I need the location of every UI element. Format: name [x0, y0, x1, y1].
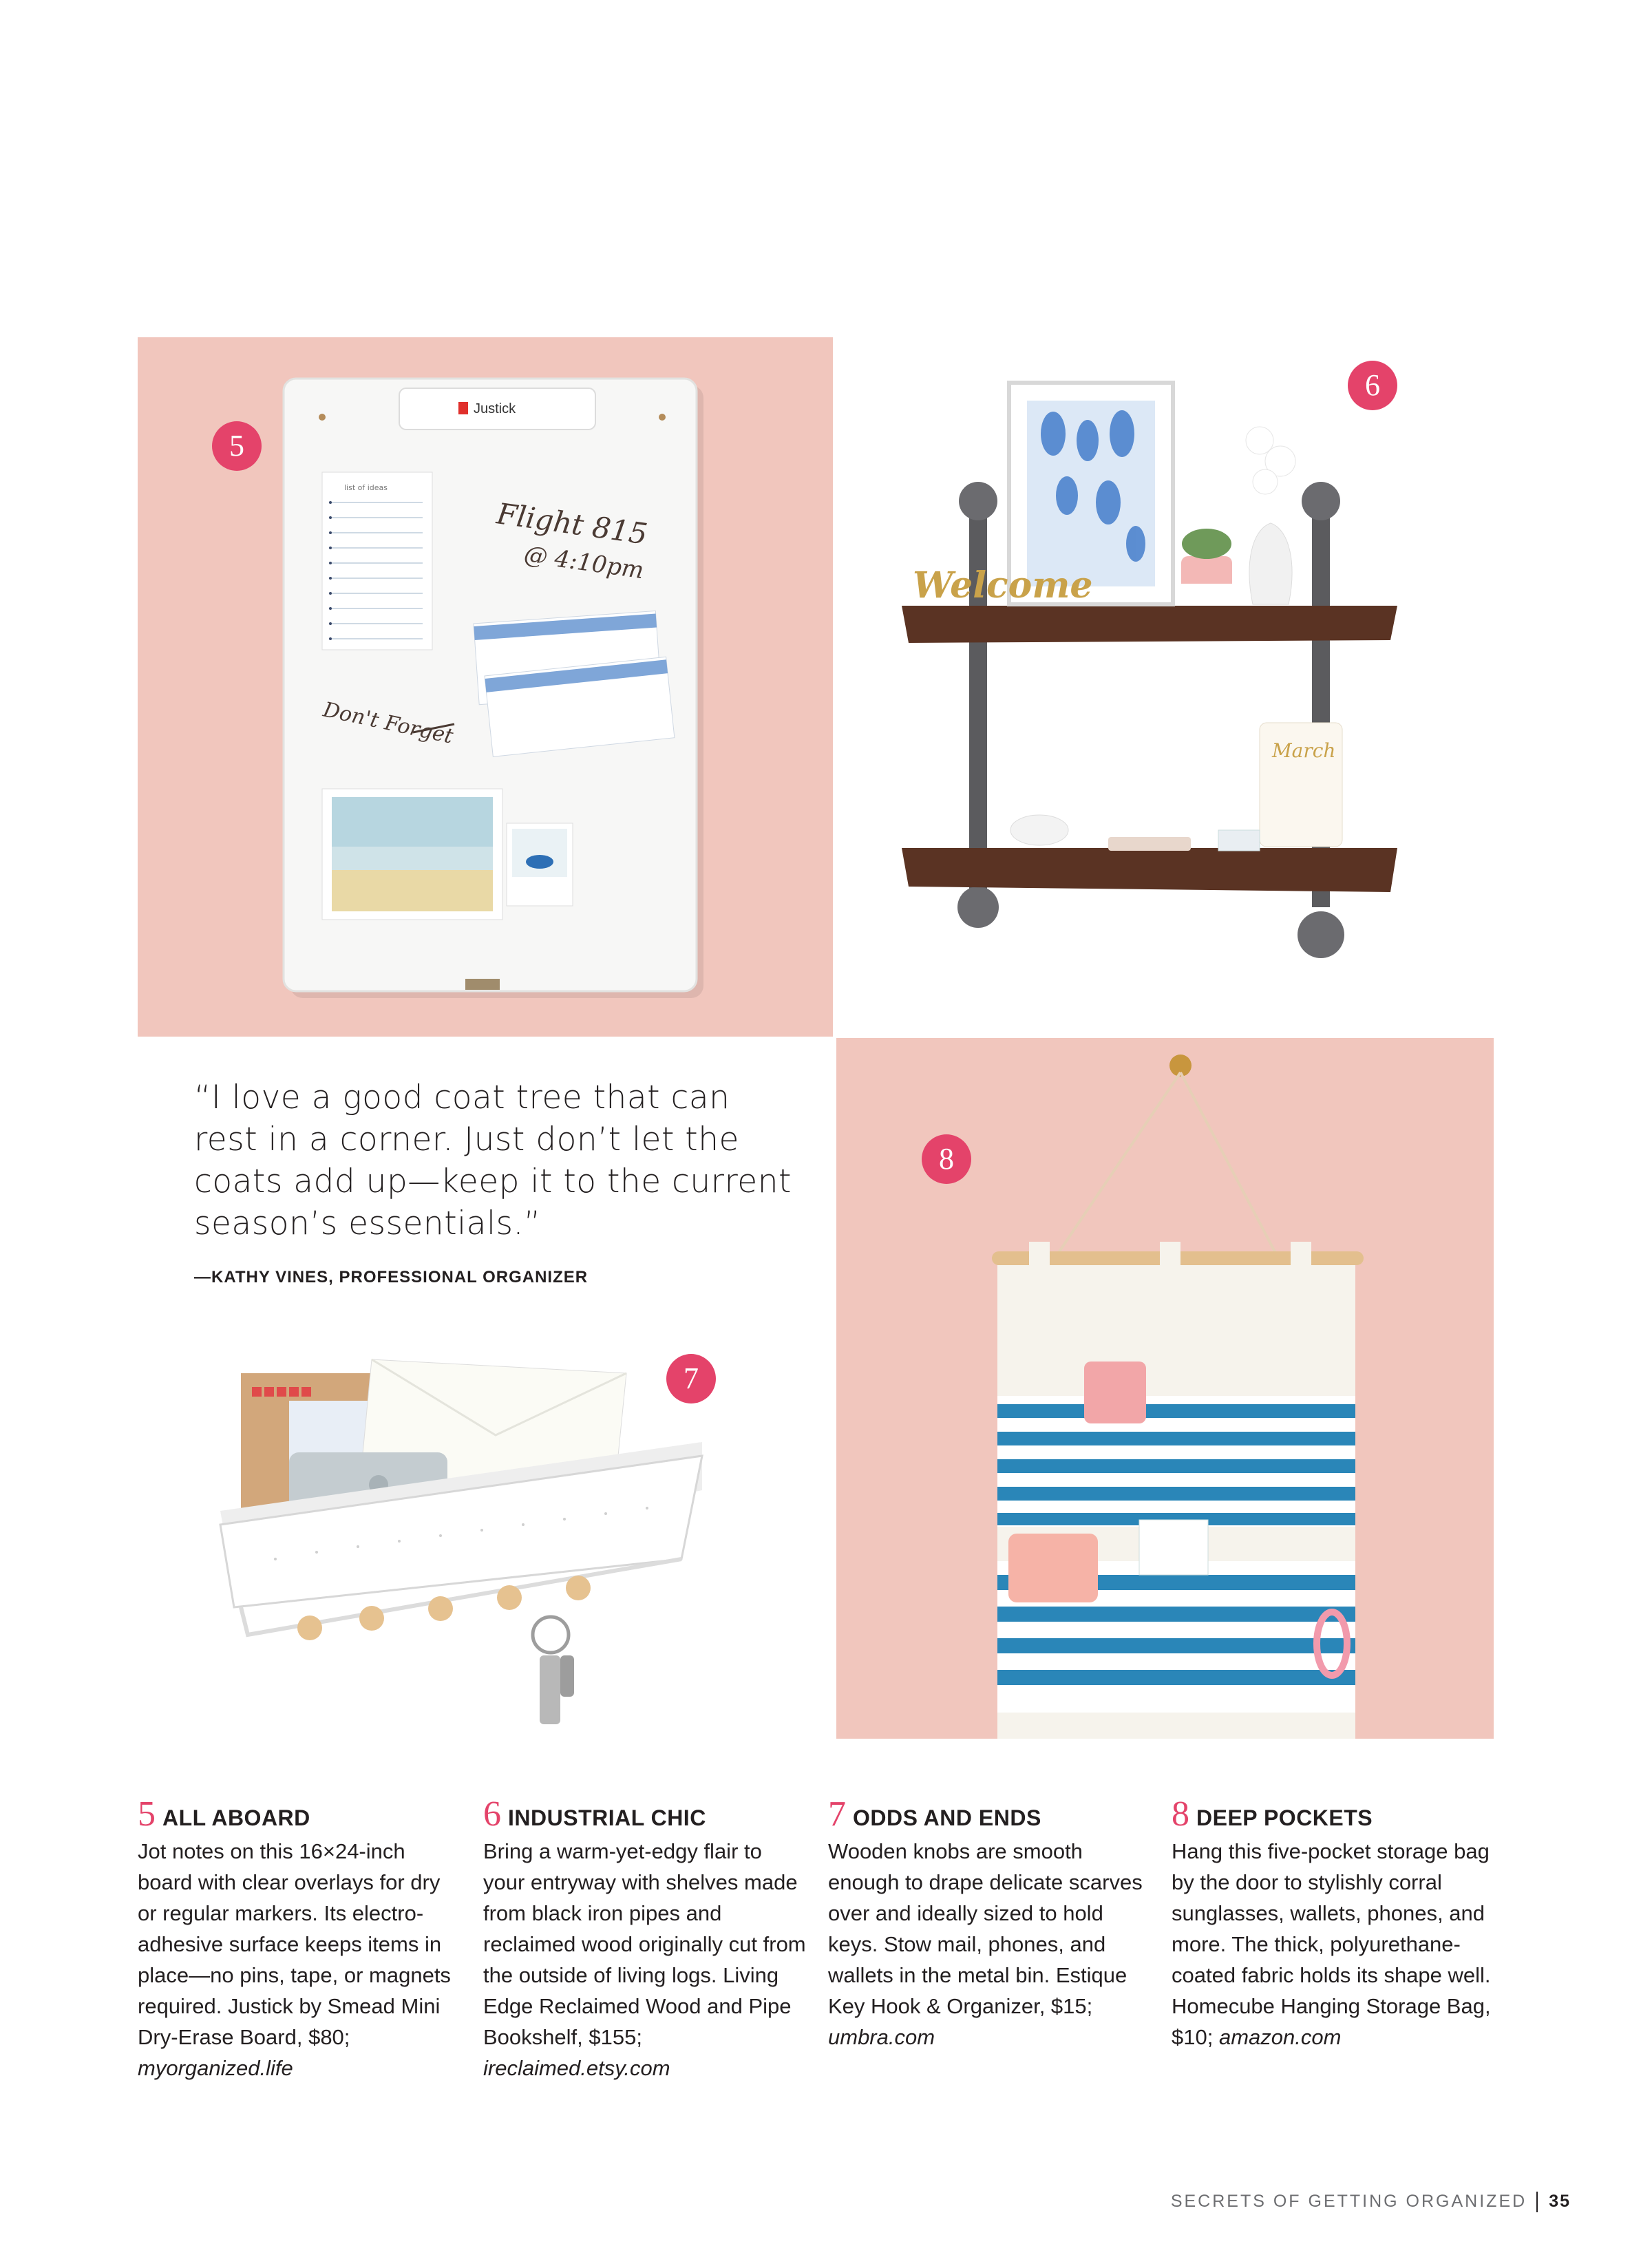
- item-title: INDUSTRIAL CHIC: [508, 1805, 706, 1830]
- item-body: [483, 1836, 807, 2084]
- photo-dry-erase-board: [138, 337, 833, 1037]
- item-number: 8: [1172, 1794, 1189, 1834]
- key-hook-illustration: [206, 1332, 757, 1772]
- item-description-8: [1172, 1794, 1495, 2053]
- page-footer: [1171, 2192, 1571, 2212]
- item-body: [828, 1836, 1152, 2053]
- pipe-shelf-illustration: [847, 337, 1514, 1012]
- board-brand: Justick: [474, 401, 516, 416]
- item-description-7: [828, 1794, 1152, 2053]
- board-dont-forget: Don't Forget: [321, 697, 456, 749]
- quote-attribution: —KATHY VINES, PROFESSIONAL ORGANIZER: [194, 1268, 589, 1286]
- page-number: 35: [1549, 2192, 1571, 2211]
- footer-section-title: SECRETS OF GETTING ORGANIZED: [1170, 2192, 1527, 2211]
- item-badge-7: 7: [666, 1354, 716, 1403]
- item-badge-5: 5: [212, 421, 262, 471]
- pull-quote: “I love a good coat tree that can rest in a corner. Just don’t let the coats add up—keep it to the current season’s essentials.”: [194, 1079, 792, 1242]
- item-description-5: [138, 1794, 461, 2084]
- footer-divider: [1536, 2192, 1538, 2212]
- photo-hanging-storage-bag: [836, 1038, 1494, 1739]
- item-body: [138, 1836, 461, 2084]
- item-title: ODDS AND ENDS: [853, 1805, 1041, 1830]
- board-flight-text: Flight 815: [494, 496, 650, 551]
- item-number: 6: [483, 1794, 501, 1834]
- item-number: 7: [828, 1794, 846, 1834]
- item-title: DEEP POCKETS: [1196, 1805, 1373, 1830]
- item-title: ALL ABOARD: [162, 1805, 310, 1830]
- photo-pipe-shelf: [847, 337, 1514, 1012]
- item-badge-8: 8: [922, 1134, 971, 1184]
- item-body: [1172, 1836, 1495, 2053]
- item-badge-6: 6: [1348, 361, 1397, 410]
- item-description-6: [483, 1794, 807, 2084]
- item-body-text: Jot notes on this 16×24-inch board with clear overlays for dry or regular markers. Its electro-adhesive surface keeps items in place—no pins, tape, or magnets required. Justick by Smead Mini Dry-Erase Board, $80;: [138, 1839, 451, 2049]
- board-flight-time: @ 4:10pm: [522, 540, 646, 585]
- item-number: 5: [138, 1794, 156, 1834]
- item-body-text: Bring a warm-yet-edgy flair to your entryway with shelves made from black iron pipes and reclaimed wood originally cut from the outside of living logs. Living Edge Reclaimed Wood and Pipe Bookshelf, $155;: [483, 1839, 806, 2049]
- note-title: list of ideas: [344, 483, 388, 492]
- photo-key-hook-organizer: [206, 1332, 757, 1772]
- item-body-text: Hang this five-pocket storage bag by the door to stylishly corral sunglasses, wallets, phones, and more. The thick, polyurethane-coated fabric holds its shape well. Homecube Hanging Storage Bag, $10;: [1172, 1839, 1491, 2049]
- item-source: myorganized.life: [138, 2056, 293, 2080]
- shelf-welcome-sign: Welcome: [913, 564, 1093, 606]
- item-body-text: Wooden knobs are smooth enough to drape delicate scarves over and ideally sized to hold keys. Stow mail, phones, and wallets in the metal bin. Estique Key Hook & Organizer, $15;: [828, 1839, 1143, 2018]
- item-source: amazon.com: [1218, 2025, 1342, 2049]
- item-source: ireclaimed.etsy.com: [483, 2056, 670, 2080]
- item-source: umbra.com: [828, 2025, 935, 2049]
- calendar-month: March: [1272, 739, 1336, 762]
